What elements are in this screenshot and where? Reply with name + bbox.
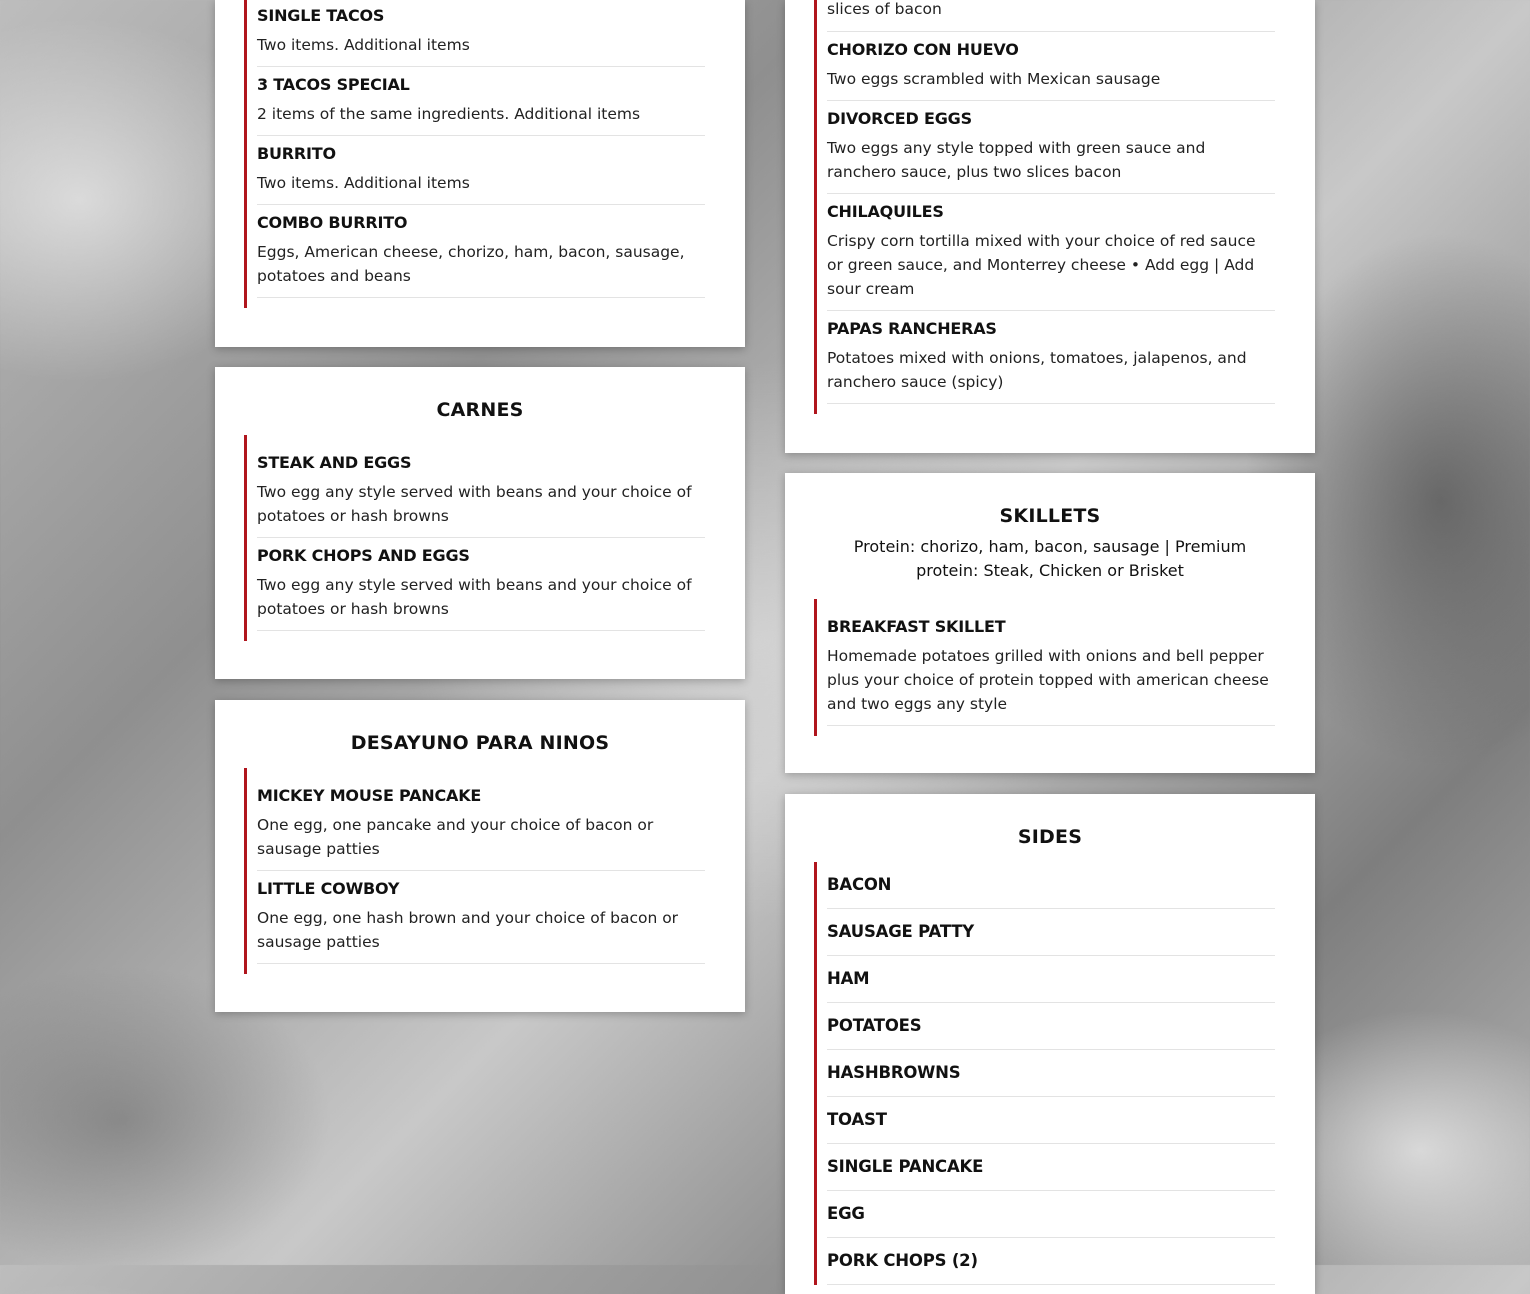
side-item [827, 956, 1275, 1003]
item-description: Eggs, American cheese, chorizo, ham, bacon, sausage, potatoes and beans [257, 243, 685, 285]
item-description: Two eggs any style topped with green sauce and ranchero sauce, plus two slices bacon [827, 139, 1206, 181]
item-description: Two egg any style served with beans and your choice of potatoes or hash browns [257, 483, 692, 525]
item-name: DIVORCED EGGS [827, 109, 972, 128]
item-description: Two egg any style served with beans and your choice of potatoes or hash browns [257, 576, 692, 618]
item-name: BURRITO [257, 144, 336, 163]
menu-item [257, 435, 705, 538]
item-description: Homemade potatoes grilled with onions and bell pepper plus your choice of protein topped with american cheese and two eggs any style [827, 647, 1269, 713]
item-description: One egg, one pancake and your choice of bacon or sausage patties [257, 816, 654, 858]
item-description: Two eggs scrambled with Mexican sausage [827, 70, 1161, 88]
carnes-card [215, 367, 745, 679]
item-description: Potatoes mixed with onions, tomatoes, jalapenos, and ranchero sauce (spicy) [827, 349, 1247, 391]
side-item [827, 1238, 1275, 1285]
menu-items [244, 435, 705, 641]
menu-items [814, 862, 1275, 1285]
item-name: BREAKFAST SKILLET [827, 617, 1006, 636]
item-description: One egg, one hash brown and your choice of bacon or sausage patties [257, 909, 679, 951]
tacos-card [215, 0, 745, 347]
item-name: CHORIZO CON HUEVO [827, 40, 1019, 59]
menu-items [244, 0, 705, 308]
menu-item [827, 311, 1275, 404]
item-name: PORK CHOPS AND EGGS [257, 546, 470, 565]
side-item [827, 1003, 1275, 1050]
menu-item [827, 599, 1275, 726]
menu-item [257, 0, 705, 67]
side-item [827, 1191, 1275, 1238]
item-name: MICKEY MOUSE PANCAKE [257, 786, 482, 805]
item-name: HAM [827, 969, 870, 988]
menu-item [257, 871, 705, 964]
menu-items [244, 768, 705, 974]
item-description: slices of bacon [827, 0, 942, 18]
menu-items [814, 0, 1275, 414]
item-name: LITTLE COWBOY [257, 879, 400, 898]
item-name: SINGLE PANCAKE [827, 1157, 984, 1176]
item-name: SAUSAGE PATTY [827, 922, 975, 941]
item-name: 3 TACOS SPECIAL [257, 75, 410, 94]
menu-item [257, 538, 705, 631]
item-description: Crispy corn tortilla mixed with your choice of red sauce or green sauce, and Monterrey cheese • Add egg | Add sour cream [827, 232, 1256, 298]
ninos-card [215, 700, 745, 1012]
menu-item [257, 67, 705, 136]
menu-item [827, 101, 1275, 194]
menu-item-partial [827, 0, 1275, 32]
skillets-card [785, 473, 1315, 773]
menu-item [827, 194, 1275, 311]
item-name: CHILAQUILES [827, 202, 944, 221]
section-title: SKILLETS [999, 505, 1101, 527]
eggs-card [785, 0, 1315, 453]
item-name: PORK CHOPS (2) [827, 1251, 978, 1270]
menu-item [257, 205, 705, 298]
item-name: STEAK AND EGGS [257, 453, 412, 472]
item-name: SINGLE TACOS [257, 6, 385, 25]
side-item [827, 1144, 1275, 1191]
item-name: EGG [827, 1204, 865, 1223]
item-description: 2 items of the same ingredients. Additional items [257, 105, 641, 123]
section-title: SIDES [1017, 826, 1083, 848]
side-item [827, 1097, 1275, 1144]
menu-item [827, 32, 1275, 101]
item-name: PAPAS RANCHERAS [827, 319, 997, 338]
item-name: COMBO BURRITO [257, 213, 408, 232]
item-name: BACON [827, 875, 892, 894]
menu-item [257, 768, 705, 871]
item-name: HASHBROWNS [827, 1063, 961, 1082]
item-description: Two items. Additional items [257, 36, 470, 54]
section-subtitle: Protein: chorizo, ham, bacon, sausage | Premium protein: Steak, Chicken or Brisket [853, 537, 1247, 580]
item-name: TOAST [827, 1110, 887, 1129]
menu-item [257, 136, 705, 205]
sides-card [785, 794, 1315, 1294]
side-item [827, 1050, 1275, 1097]
item-description: Two items. Additional items [257, 174, 470, 192]
section-title: DESAYUNO PARA NINOS [350, 732, 610, 754]
menu-items [814, 599, 1275, 736]
section-title: CARNES [436, 399, 524, 421]
item-name: POTATOES [827, 1016, 922, 1035]
side-item [827, 862, 1275, 909]
side-item [827, 909, 1275, 956]
